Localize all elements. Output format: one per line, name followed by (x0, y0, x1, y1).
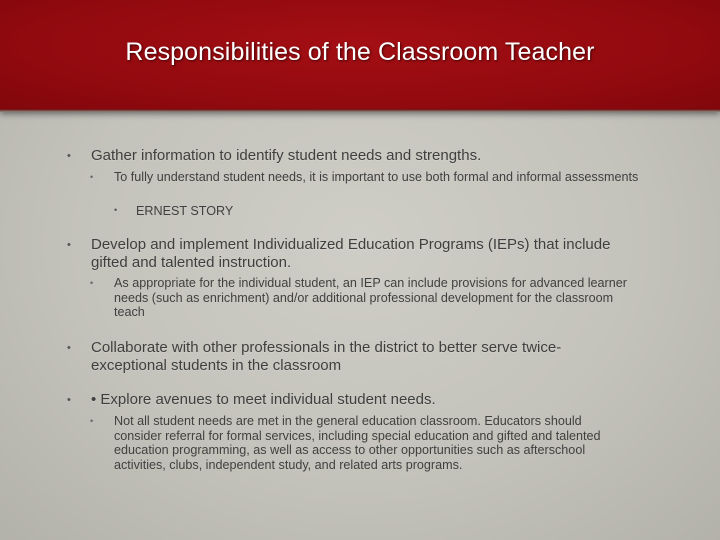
sub-bullet-item-2-1: As appropriate for the individual student, an IEP can include provisions for advanced learner needs (such as enrichment) and/or additional professional development for the classroom teach (114, 276, 627, 319)
sub-bullet-icon: • (90, 416, 94, 426)
slide-title: Responsibilities of the Classroom Teacher (125, 38, 595, 66)
sub-bullet-item-4-1: Not all student needs are met in the general education classroom. Educators should consider referral for formal services, including special education and gifted and talented education programming, as well as access to other opportunities such as afterschool activities, clubs, independent study, and related arts programs. (114, 414, 601, 472)
bullet-item-3: Collaborate with other professionals in the district to better serve twice-exceptional students in the classroom (91, 339, 562, 374)
bullet-icon: • (67, 150, 71, 162)
bullet-icon: • (67, 342, 71, 354)
sub-bullet-item-1-1: To fully understand student needs, it is important to use both formal and informal assessments (114, 170, 639, 184)
bullet-item-1: Gather information to identify student needs and strengths. (91, 147, 482, 164)
bullet-icon: • (67, 394, 71, 406)
bullet-icon: • (67, 239, 71, 251)
sub-sub-bullet-item-1-1-1: ERNEST STORY (136, 204, 234, 218)
sub-bullet-icon: • (90, 278, 94, 288)
bullet-item-2: Develop and implement Individualized Education Programs (IEPs) that include gifted and talented instruction. (91, 236, 611, 271)
sub-sub-bullet-icon: • (114, 205, 118, 215)
sub-bullet-icon: • (90, 172, 94, 182)
bullet-item-4: • Explore avenues to meet individual student needs. (91, 391, 436, 408)
